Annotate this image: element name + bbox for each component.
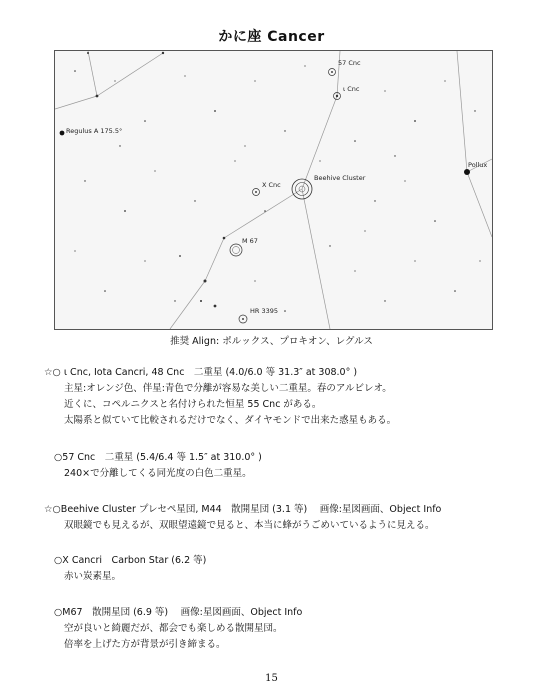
page-title: かに座 Cancer	[218, 29, 325, 45]
constellation-lines	[55, 51, 492, 329]
entry-line: 近くに、コペルニクスと名付けられた恒星 55 Cnc がある。	[64, 399, 322, 410]
entry-heading: ○57 Cnc 二重星 (5.4/6.4 等 1.5″ at 310.0° )	[54, 452, 262, 463]
entry-57-cnc	[54, 450, 262, 482]
label-57-cnc: 57 Cnc	[338, 59, 361, 67]
star-chart	[54, 50, 493, 330]
entry-heading: ○M67 散開星団 (6.9 等) 画像:星図画面、Object Info	[54, 607, 303, 618]
pollux-star	[464, 169, 470, 175]
entry-line: 240×で分離してくる同光度の白色二重星。	[64, 468, 252, 479]
label-iota-cnc: ι Cnc	[343, 85, 360, 93]
entry-beehive	[44, 502, 441, 534]
label-beehive: Beehive Cluster	[314, 174, 366, 182]
entry-line: 太陽系と似ていて比較されるだけでなく、ダイヤモンドで出来た惑星もある。	[64, 415, 397, 426]
star-chart-drawing	[55, 51, 492, 329]
entry-line: 双眼鏡でも見えるが、双眼望遠鏡で見ると、本当に蜂がうごめいているように見える。	[64, 520, 435, 531]
align-recommendation: 推奨 Align: ポルックス、プロキオン、レグルス	[170, 336, 373, 347]
page-number: 15	[265, 673, 278, 684]
label-hr3395: HR 3395	[250, 307, 279, 315]
entry-iota-cnc	[44, 365, 396, 429]
entry-line: 空が良いと綺麗だが、都会でも楽しめる散開星団。	[64, 623, 283, 634]
label-m67: M 67	[242, 237, 258, 245]
entry-heading: ☆○Beehive Cluster プレセペ星団, M44 散開星団 (3.1 等) 画像:星図画面、Object Info	[44, 504, 442, 515]
m67-marker	[230, 244, 242, 256]
entry-line: 赤い炭素星。	[64, 571, 122, 582]
entry-line: 倍率を上げた方が背景が引き締まる。	[64, 639, 226, 650]
regulus-star	[60, 131, 65, 136]
label-x-cnc: X Cnc	[262, 181, 281, 189]
entry-m67	[54, 605, 302, 653]
label-regulus: Regulus A 175.5°	[66, 127, 123, 135]
label-pollux: Pollux	[468, 161, 488, 169]
entry-line: 主星:オレンジ色、伴星:青色で分離が容易な美しい二重星。春のアルビレオ。	[64, 383, 392, 394]
entry-x-cancri	[54, 553, 206, 585]
entry-heading: ☆○ ι Cnc, Iota Cancri, 48 Cnc 二重星 (4.0/6.0 等 31.3″ at 308.0° )	[44, 367, 358, 378]
entry-heading: ○X Cancri Carbon Star (6.2 等)	[54, 555, 207, 566]
